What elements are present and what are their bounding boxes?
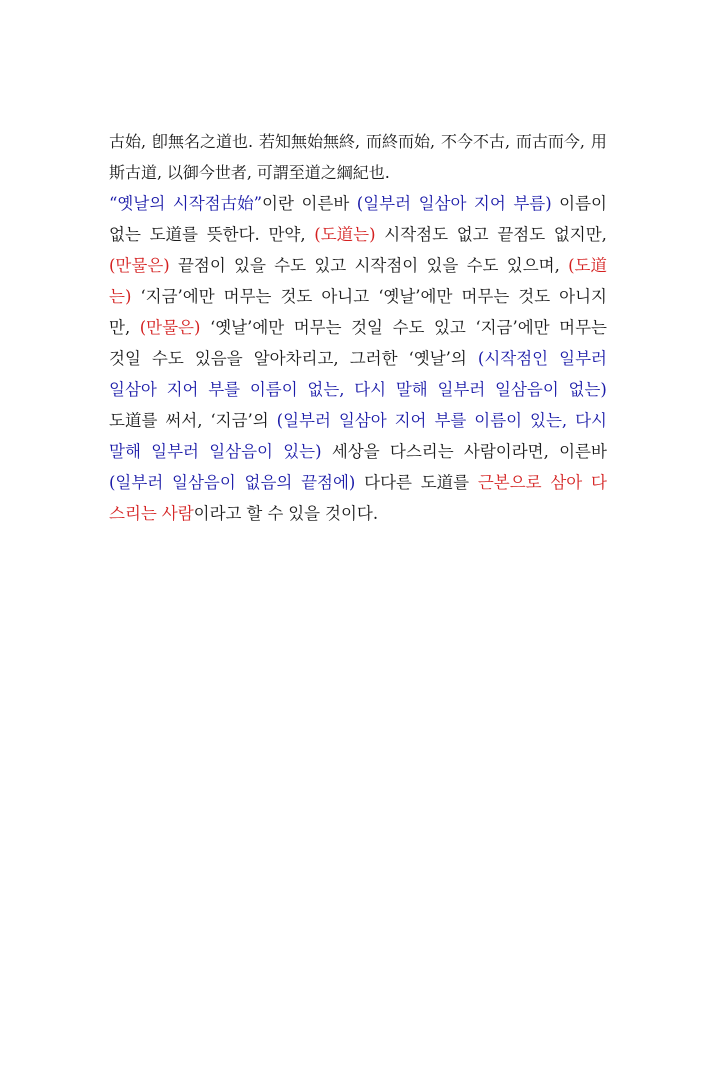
text-segment: 알아차리고, <box>253 349 339 368</box>
word <box>513 188 551 219</box>
text-segment: 부를 <box>434 411 467 430</box>
text-segment: 것일 <box>109 349 141 368</box>
text-segment: (도道는) <box>314 225 376 244</box>
text-segment: 머무는 <box>293 318 342 337</box>
text-segment: 있고 <box>314 256 347 275</box>
text-line <box>109 281 607 312</box>
word <box>109 343 141 374</box>
word <box>245 467 293 498</box>
text-line <box>109 374 607 405</box>
text-segment: 있을 <box>426 256 459 275</box>
word <box>497 219 545 250</box>
word <box>283 436 321 467</box>
word <box>109 405 157 436</box>
text-segment: 斯古道, <box>109 163 163 182</box>
text-segment: ‘옛날’의 <box>408 349 467 368</box>
word <box>516 126 585 157</box>
text-segment: 일삼음이 <box>209 442 273 461</box>
word <box>351 312 383 343</box>
text-segment: 수도 <box>466 256 499 275</box>
text-line <box>109 405 607 436</box>
text-segment: 일삼음이 <box>495 380 559 399</box>
word <box>109 126 146 157</box>
text-line <box>109 250 607 281</box>
text-segment: 이른바 <box>301 194 350 213</box>
word <box>354 374 386 405</box>
text-segment: 일삼아 <box>418 194 467 213</box>
word <box>274 250 306 281</box>
word <box>151 436 199 467</box>
word <box>325 498 378 529</box>
word <box>478 343 548 374</box>
text-segment: 시작점이 <box>354 256 419 275</box>
word <box>475 312 549 343</box>
word <box>366 126 435 157</box>
word <box>277 405 331 436</box>
word <box>559 436 607 467</box>
text-segment: 수도 <box>151 349 184 368</box>
word <box>591 467 607 498</box>
text-segment: 있음을 <box>194 349 243 368</box>
word <box>167 374 199 405</box>
word <box>559 281 607 312</box>
text-segment: 다스리는 <box>389 442 454 461</box>
word <box>554 219 607 250</box>
word <box>495 374 559 405</box>
word <box>109 219 141 250</box>
text-segment: 것이다. <box>325 504 379 523</box>
word <box>409 343 467 374</box>
word <box>550 467 582 498</box>
text-segment: 만, <box>109 318 131 337</box>
word <box>268 219 305 250</box>
word <box>307 374 344 405</box>
word <box>474 188 506 219</box>
word <box>384 219 448 250</box>
word <box>173 188 294 219</box>
word <box>393 312 425 343</box>
text-line <box>109 219 607 250</box>
word <box>150 219 198 250</box>
text-segment: 可謂至道之綱紀也. <box>256 163 390 182</box>
word <box>254 343 339 374</box>
text-segment: 없고 <box>456 225 489 244</box>
text-segment: 도道를 <box>420 473 470 492</box>
text-segment: 다 <box>591 473 607 492</box>
text-segment: 만약, <box>268 225 306 244</box>
word <box>357 188 411 219</box>
word <box>195 343 243 374</box>
text-segment: 而古而今, <box>515 132 586 151</box>
text-segment: ‘지금’에만 <box>475 318 550 337</box>
word <box>332 436 380 467</box>
text-segment: 古始, <box>109 132 147 151</box>
word <box>426 250 458 281</box>
text-segment: 삼아 <box>550 473 583 492</box>
word <box>152 343 184 374</box>
word <box>109 467 163 498</box>
text-segment: 그러한 <box>349 349 398 368</box>
text-segment: 것일 <box>351 318 383 337</box>
text-segment: 다시 <box>354 380 387 399</box>
text-segment: 있으며, <box>506 256 560 275</box>
text-segment: 머무는 <box>223 287 272 306</box>
word <box>288 498 320 529</box>
word <box>559 312 607 343</box>
text-segment: 끝점이 <box>177 256 226 275</box>
word <box>140 281 214 312</box>
word <box>234 250 266 281</box>
word <box>507 250 560 281</box>
word <box>461 281 509 312</box>
text-segment: 일부러 <box>559 349 607 368</box>
word <box>210 312 284 343</box>
word <box>437 374 485 405</box>
word <box>364 467 412 498</box>
text-segment: 지어 <box>166 380 199 399</box>
word <box>140 312 201 343</box>
word <box>210 405 268 436</box>
text-segment: 뜻한다. <box>206 225 260 244</box>
text-segment: 것도 <box>280 287 313 306</box>
word <box>301 188 349 219</box>
word <box>569 374 607 405</box>
word <box>421 467 469 498</box>
text-segment: 아니고 <box>321 287 370 306</box>
text-segment: 다시 <box>575 411 607 430</box>
text-segment: 用 <box>590 132 607 151</box>
text-line <box>109 498 607 529</box>
text-segment: 수도 <box>274 256 307 275</box>
text-segment: (일부러 <box>109 473 164 492</box>
word <box>162 498 242 529</box>
word <box>478 467 542 498</box>
word <box>250 374 298 405</box>
word <box>209 436 273 467</box>
text-segment: 아니지 <box>559 287 607 306</box>
word <box>441 126 510 157</box>
text-segment: 일부러 <box>151 442 199 461</box>
text-segment: 而終而始, <box>365 132 436 151</box>
word <box>467 250 499 281</box>
word <box>301 467 355 498</box>
word <box>474 405 522 436</box>
text-segment: 세상을 <box>331 442 380 461</box>
text-segment: 이른바 <box>559 442 607 461</box>
text-segment: 머무는 <box>559 318 607 337</box>
word <box>518 281 550 312</box>
text-segment: 있을 <box>234 256 266 275</box>
word <box>259 126 360 157</box>
word <box>280 281 312 312</box>
text-segment: 할 <box>246 504 263 523</box>
text-segment: 없지만, <box>553 225 607 244</box>
text-segment: 일부러 <box>437 380 486 399</box>
text-segment: 일삼아 <box>338 411 387 430</box>
word <box>378 281 452 312</box>
text-segment: 말해 <box>395 380 428 399</box>
word <box>395 405 427 436</box>
word <box>109 312 130 343</box>
text-segment: 卽無名之道也. <box>151 132 254 151</box>
text-segment: 도道를 <box>149 225 198 244</box>
word <box>208 374 240 405</box>
word <box>591 126 607 157</box>
text-line <box>109 157 607 188</box>
text-segment: 근본으로 <box>477 473 542 492</box>
word <box>246 498 262 529</box>
text-segment: ‘옛날’에만 <box>378 287 453 306</box>
text-line <box>109 126 607 157</box>
text-segment: 不今不古, <box>440 132 511 151</box>
text-segment: (도道 <box>568 256 607 275</box>
word <box>434 405 466 436</box>
word <box>152 126 253 157</box>
text-segment: 일삼음이 <box>172 473 236 492</box>
word <box>207 219 260 250</box>
text-segment: 머무는 <box>461 287 510 306</box>
word <box>172 467 236 498</box>
text-segment: 지어 <box>473 194 506 213</box>
word <box>396 374 428 405</box>
word <box>178 250 226 281</box>
text-segment: (시작점인 <box>477 349 549 368</box>
text-segment: 없는 <box>109 225 141 244</box>
text-segment: 사람 <box>161 504 194 523</box>
text-segment: 이름이 <box>249 380 298 399</box>
text-segment: 도道를 <box>109 411 158 430</box>
word <box>321 281 369 312</box>
text-segment: 부를 <box>208 380 241 399</box>
word <box>109 436 141 467</box>
text-segment: 若知無始無終, <box>258 132 361 151</box>
text-segment: (일부러 <box>276 411 331 430</box>
text-segment: 시작점도 <box>384 225 449 244</box>
text-segment: 는) <box>109 287 132 306</box>
text-segment: 이란 <box>262 194 294 213</box>
text-segment: 부름) <box>513 194 552 213</box>
text-segment: 있고 <box>433 318 466 337</box>
text-line <box>109 188 607 219</box>
word <box>167 157 252 188</box>
text-line <box>109 343 607 374</box>
text-line <box>109 436 607 467</box>
text-segment: 다다른 <box>364 473 412 492</box>
text-segment: 이름이 <box>474 411 523 430</box>
word <box>457 219 489 250</box>
text-segment: ‘옛날’에만 <box>209 318 285 337</box>
document-body <box>109 126 607 529</box>
text-segment: 수도 <box>392 318 425 337</box>
word <box>109 498 157 529</box>
text-segment: 스리는 <box>109 504 157 523</box>
word <box>109 281 131 312</box>
text-segment: ‘지금’에만 <box>140 287 215 306</box>
text-segment: 끝점에) <box>301 473 356 492</box>
text-segment: 以御今世者, <box>166 163 252 182</box>
word <box>354 250 418 281</box>
text-segment: 사람이라면, <box>463 442 549 461</box>
text-segment: 있는, <box>530 411 568 430</box>
word <box>339 405 387 436</box>
word <box>559 343 607 374</box>
text-segment: 끝점도 <box>497 225 546 244</box>
text-segment: 이라고 <box>193 504 242 523</box>
text-segment: (만물은) <box>139 318 201 337</box>
text-segment: ‘지금’의 <box>210 411 269 430</box>
text-segment: 이름이 <box>559 194 607 213</box>
word <box>559 188 607 219</box>
word <box>530 405 567 436</box>
word <box>109 188 165 219</box>
word <box>109 250 170 281</box>
word <box>464 436 549 467</box>
text-segment: “옛날의 <box>109 194 166 213</box>
word <box>434 312 466 343</box>
text-segment: (일부러 <box>356 194 412 213</box>
text-segment: 있는) <box>283 442 322 461</box>
word <box>257 157 390 188</box>
word <box>419 188 467 219</box>
word <box>314 219 375 250</box>
text-segment: 써서, <box>165 411 203 430</box>
word <box>350 343 398 374</box>
word <box>224 281 272 312</box>
text-segment: (만물은) <box>109 256 170 275</box>
text-segment: 일삼아 <box>109 380 157 399</box>
text-segment: 없는, <box>307 380 345 399</box>
word <box>390 436 454 467</box>
text-line <box>109 467 607 498</box>
text-segment: 수 <box>267 504 284 523</box>
word <box>314 250 346 281</box>
text-segment: 없음의 <box>244 473 293 492</box>
text-segment: 것도 <box>518 287 551 306</box>
word <box>267 498 283 529</box>
word <box>109 374 157 405</box>
word <box>294 312 342 343</box>
word <box>109 157 162 188</box>
text-segment: 지어 <box>394 411 427 430</box>
word <box>575 405 607 436</box>
word <box>568 250 607 281</box>
text-segment: 시작점古始” <box>172 194 263 213</box>
text-segment: 있을 <box>288 504 321 523</box>
text-line <box>109 312 607 343</box>
text-segment: 없는) <box>568 380 607 399</box>
text-segment: 말해 <box>109 442 141 461</box>
word <box>165 405 202 436</box>
